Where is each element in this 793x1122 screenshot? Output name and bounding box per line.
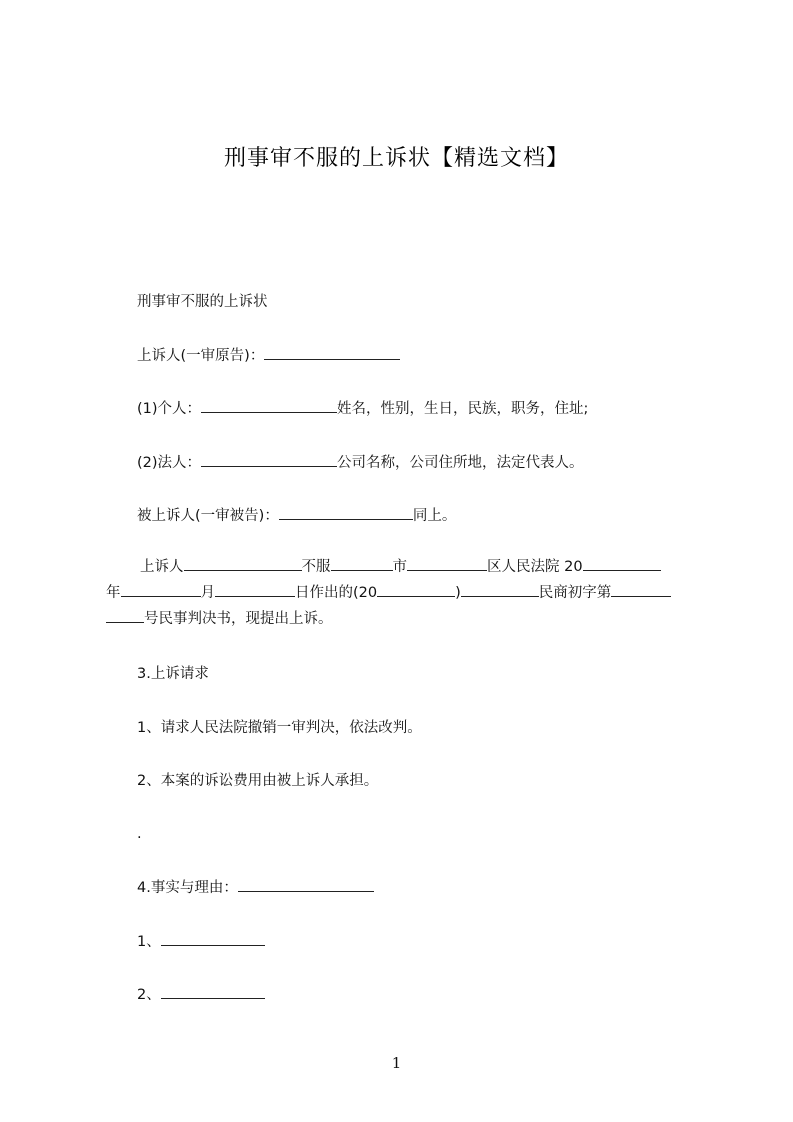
facts-blank: [238, 877, 374, 892]
para-text: 不服: [301, 559, 331, 575]
fact-blank: [161, 984, 265, 999]
blank: [611, 582, 671, 597]
appellee-suffix: 同上。: [412, 508, 457, 524]
stray-dot: .: [137, 826, 142, 842]
appeal-paragraph-line-3: [106, 606, 706, 632]
facts-label: 4.事实与理由：: [137, 880, 238, 896]
page-number: 1: [391, 1054, 402, 1072]
document-heading: 刑事审不服的上诉状: [137, 294, 268, 310]
appellee-blank: [279, 505, 413, 520]
fact-blank: [161, 931, 265, 946]
legal-label: (2)法人：: [137, 455, 202, 471]
blank: [331, 556, 393, 571]
appellee-line: [137, 505, 456, 526]
appeal-paragraph-line-1: [106, 554, 706, 580]
para-text: 上诉人: [140, 559, 184, 575]
fact-number: 1、: [137, 934, 161, 950]
fact-item-1: [137, 931, 265, 952]
para-text: 年: [106, 585, 121, 601]
para-text: 日作出的(20: [295, 585, 378, 601]
appellant-label: 上诉人(一审原告)：: [137, 348, 265, 364]
blank: [377, 582, 455, 597]
para-text: ): [455, 585, 461, 601]
fact-number: 2、: [137, 987, 161, 1003]
blank: [461, 582, 539, 597]
para-text: 区人民法院 20: [487, 559, 583, 575]
para-text: 市: [392, 559, 407, 575]
blank: [106, 608, 144, 623]
individual-line: [137, 398, 588, 419]
legal-suffix: 公司名称，公司住所地，法定代表人。: [337, 455, 584, 471]
para-text: 月: [200, 585, 215, 601]
blank: [583, 556, 661, 571]
appellant-blank: [264, 345, 400, 360]
para-text: 民商初字第: [538, 585, 612, 601]
blank: [121, 582, 201, 597]
individual-blank: [201, 398, 337, 413]
legal-blank: [201, 452, 337, 467]
appeal-paragraph-line-2: [106, 580, 706, 606]
request-heading: 3.上诉请求: [137, 666, 209, 682]
para-text: 号民事判决书，现提出上诉。: [144, 611, 333, 627]
blank: [215, 582, 295, 597]
appeal-paragraph: [106, 554, 706, 632]
request-item-2: 2、本案的诉讼费用由被上诉人承担。: [137, 773, 379, 789]
facts-line: [137, 877, 374, 898]
individual-label: (1)个人：: [137, 401, 202, 417]
document-title: 刑事审不服的上诉状【精选文档】: [223, 146, 569, 171]
fact-item-2: [137, 984, 265, 1005]
request-item-1: 1、请求人民法院撤销一审判决，依法改判。: [137, 720, 422, 736]
blank: [407, 556, 487, 571]
individual-suffix: 姓名，性别，生日，民族，职务，住址;: [337, 401, 589, 417]
appellee-label: 被上诉人(一审被告)：: [137, 508, 279, 524]
blank: [184, 556, 302, 571]
appellant-line: [137, 345, 400, 366]
legal-person-line: [137, 452, 584, 473]
